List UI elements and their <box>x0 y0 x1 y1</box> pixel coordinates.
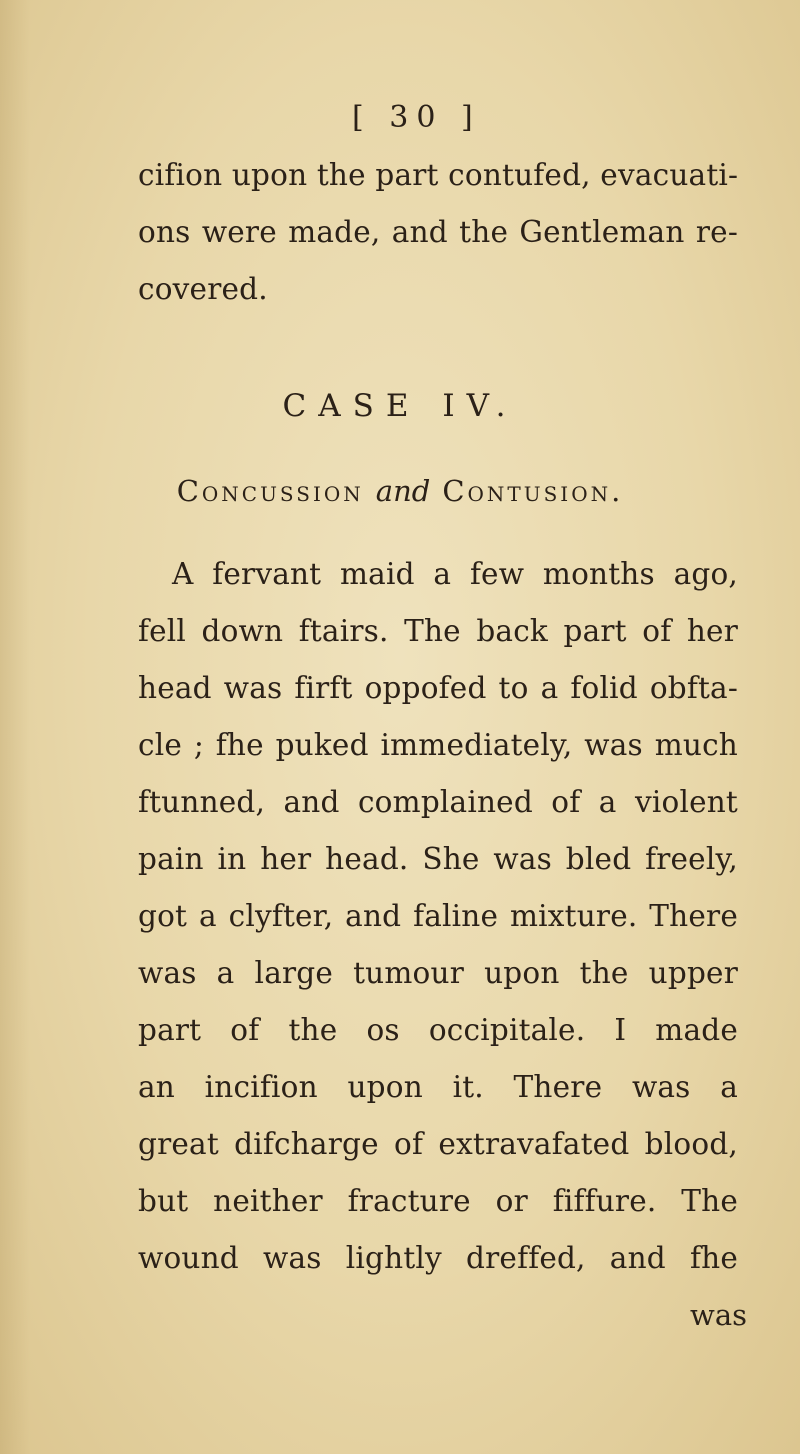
subheading-connector: and <box>375 474 431 508</box>
text-line: A fervant maid a few months ago, <box>172 557 738 591</box>
subheading-left: Concussion <box>176 474 364 508</box>
page-number: [ 30 ] <box>352 100 481 135</box>
text-line: cifion upon the part contufed, evacuati- <box>138 158 739 192</box>
text-line: great difcharge of extravafated blood, <box>138 1127 738 1161</box>
text-line: was a large tumour upon the upper <box>138 956 738 990</box>
catchword: was <box>690 1298 747 1332</box>
subheading-right: Contusion. <box>442 474 624 508</box>
text-line: but neither fracture or fiffure. The <box>138 1184 738 1218</box>
text-line: head was firft oppofed to a folid obfta- <box>138 671 738 705</box>
text-line: pain in her head. She was bled freely, <box>138 842 738 876</box>
text-line: ftunned, and complained of a violent <box>138 785 738 819</box>
text-line: ons were made, and the Gentleman re- <box>138 215 738 249</box>
text-line: cle ; fhe puked immediately, was much <box>138 728 738 762</box>
text-line: got a clyfter, and faline mixture. There <box>138 899 738 933</box>
text-line: part of the os occipitale. I made <box>138 1013 738 1047</box>
text-line: wound was lightly dreffed, and fhe <box>138 1241 738 1275</box>
text-line: an incifion upon it. There was a <box>138 1070 738 1104</box>
subheading <box>0 474 800 508</box>
page-edge-shadow <box>0 0 30 1454</box>
case-heading: CASE IV. <box>282 388 518 424</box>
text-line: covered. <box>138 272 268 306</box>
text-line: fell down ftairs. The back part of her <box>138 614 738 648</box>
